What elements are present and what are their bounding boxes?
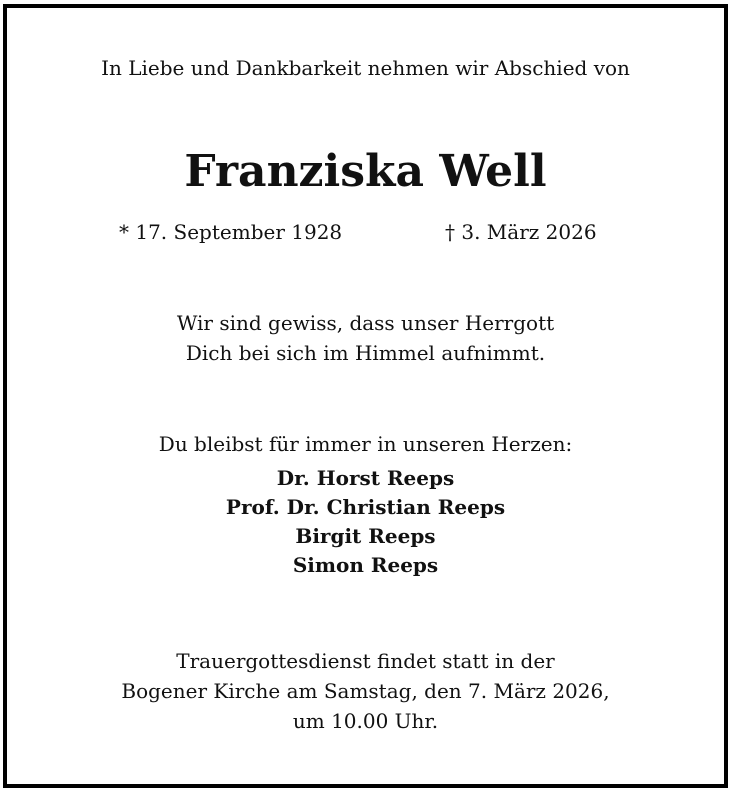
deceased-name: Franziska Well [184,146,547,197]
death-date: † 3. März 2026 [445,220,597,244]
service-line: um 10.00 Uhr. [292,709,439,733]
mourner-name: Prof. Dr. Christian Reeps [225,495,506,519]
obituary-notice [3,4,728,788]
verse-text [7,308,724,368]
mourners-list [7,464,724,580]
intro-text: In Liebe und Dankbarkeit nehmen wir Abschied von [101,56,630,80]
mourner-name: Birgit Reeps [295,524,436,548]
service-line: Trauergottesdienst findet statt in der [176,649,555,673]
verse-line: Dich bei sich im Himmel aufnimmt. [185,341,546,365]
verse-line: Wir sind gewiss, dass unser Herrgott [176,311,555,335]
farewell-text: Du bleibst für immer in unseren Herzen: [158,432,573,456]
mourner-name: Dr. Horst Reeps [276,466,455,490]
service-line: Bogener Kirche am Samstag, den 7. März 2026, [121,679,610,703]
birth-date: * 17. September 1928 [119,220,343,244]
mourner-name: Simon Reeps [292,553,439,577]
service-info [7,646,724,736]
